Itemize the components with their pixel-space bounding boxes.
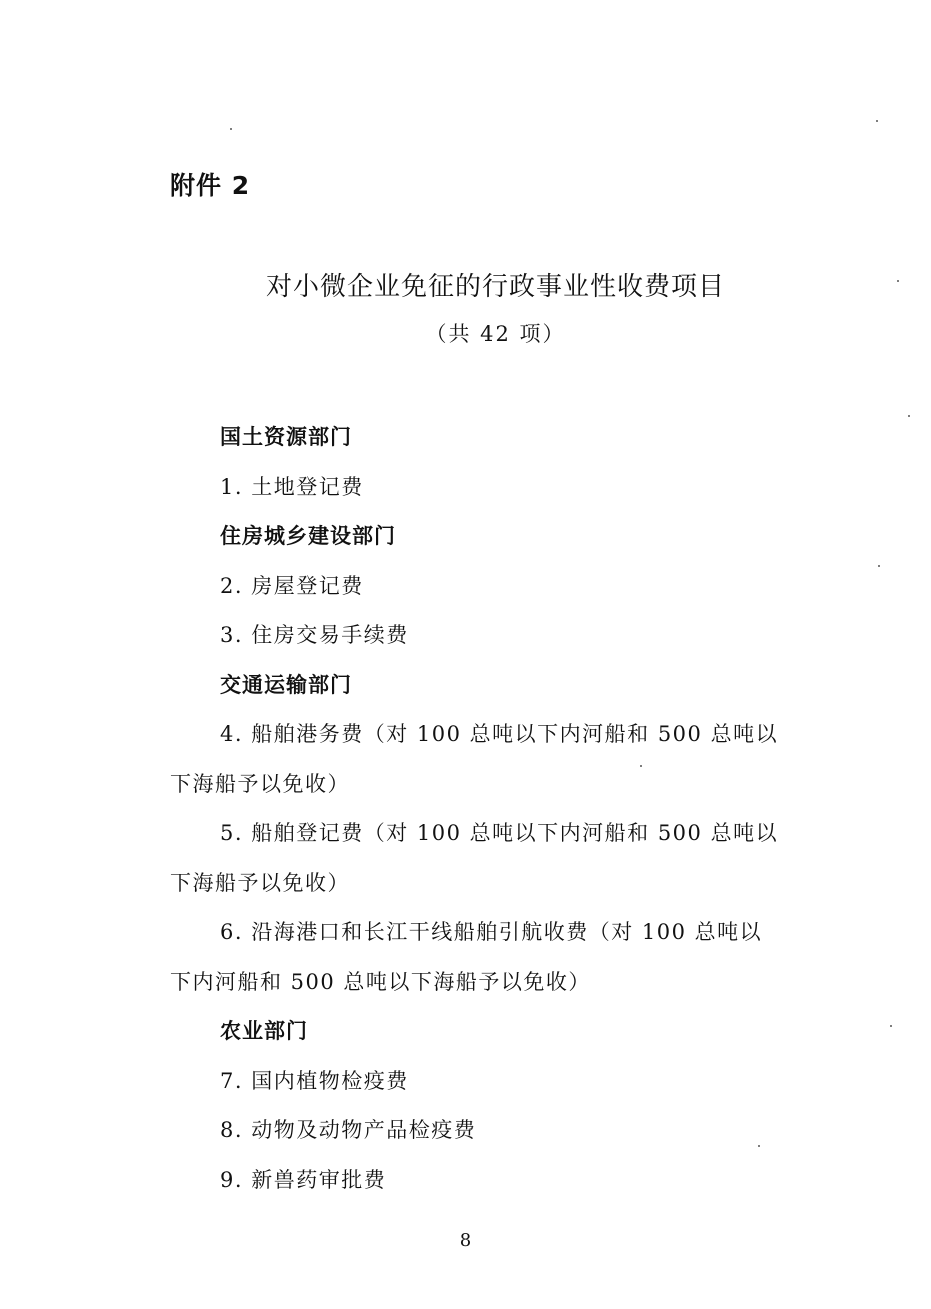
fee-item: 9. 新兽药审批费	[220, 1167, 387, 1192]
fee-item: 3. 住房交易手续费	[220, 623, 409, 647]
department-heading: 农业部门	[220, 1019, 308, 1043]
scan-speck	[878, 565, 880, 567]
scan-speck	[890, 1025, 892, 1027]
fee-item: 1. 土地登记费	[220, 474, 364, 499]
scan-speck	[758, 1145, 760, 1147]
fee-list	[170, 413, 830, 1205]
fee-item: 7. 国内植物检疫费	[220, 1068, 409, 1093]
document-subtitle: （共 42 项）	[425, 322, 566, 346]
scan-speck	[908, 415, 910, 417]
fee-item-continuation: 下海船予以免收）	[170, 870, 350, 895]
department-heading: 交通运输部门	[220, 672, 352, 697]
department-heading: 国土资源部门	[220, 425, 352, 449]
fee-item: 8. 动物及动物产品检疫费	[220, 1118, 477, 1142]
fee-item: 6. 沿海港口和长江干线船舶引航收费（对 100 总吨以	[220, 920, 763, 944]
page-number: 8	[459, 1230, 472, 1251]
scan-speck	[230, 128, 232, 130]
department-heading: 住房城乡建设部门	[220, 524, 396, 548]
fee-item-continuation: 下内河船和 500 总吨以下海船予以免收）	[170, 969, 591, 994]
scan-speck	[640, 765, 642, 767]
fee-item: 2. 房屋登记费	[220, 573, 364, 598]
fee-item: 5. 船舶登记费（对 100 总吨以下内河船和 500 总吨以	[220, 821, 779, 845]
scan-speck	[897, 280, 899, 282]
scan-speck	[876, 120, 878, 122]
document-title: 对小微企业免征的行政事业性收费项目	[265, 272, 725, 302]
attachment-label: 附件 2	[170, 171, 251, 200]
fee-item: 4. 船舶港务费（对 100 总吨以下内河船和 500 总吨以	[220, 722, 779, 746]
fee-item-continuation: 下海船予以免收）	[170, 771, 350, 796]
